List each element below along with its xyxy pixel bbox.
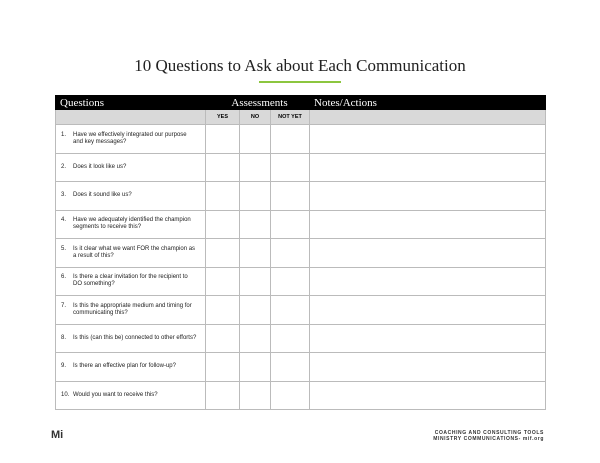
no-cell[interactable] (240, 125, 271, 154)
question-number: 4. (61, 217, 67, 224)
mi-logo: Mi (51, 429, 64, 441)
yes-cell[interactable] (206, 296, 240, 325)
question-number: 9. (61, 363, 67, 370)
not-yet-cell[interactable] (271, 239, 310, 268)
notes-cell[interactable] (310, 182, 546, 211)
not-yet-cell[interactable] (271, 267, 310, 296)
no-cell[interactable] (240, 353, 271, 382)
question-cell (56, 381, 206, 410)
footer-line-2: MINISTRY COMMUNICATIONS- mif.org (433, 436, 544, 442)
footer-text (433, 430, 544, 442)
no-cell[interactable] (240, 296, 271, 325)
table-subheader-row (56, 110, 546, 125)
table-row (56, 125, 546, 154)
questions-table (55, 95, 546, 410)
table-row (56, 239, 546, 268)
yes-cell[interactable] (206, 239, 240, 268)
no-cell[interactable] (240, 381, 271, 410)
notes-cell[interactable] (310, 381, 546, 410)
table-header-row (56, 96, 546, 110)
not-yet-cell[interactable] (271, 324, 310, 353)
subheader-yes: YES (206, 110, 240, 125)
yes-cell[interactable] (206, 210, 240, 239)
not-yet-cell[interactable] (271, 210, 310, 239)
notes-cell[interactable] (310, 125, 546, 154)
subheader-blank (56, 110, 206, 125)
yes-cell[interactable] (206, 381, 240, 410)
question-text: Is it clear what we want FOR the champion as a result of this? (73, 245, 196, 259)
notes-cell[interactable] (310, 353, 546, 382)
table-row (56, 267, 546, 296)
no-cell[interactable] (240, 210, 271, 239)
notes-cell[interactable] (310, 239, 546, 268)
question-number: 7. (61, 302, 67, 309)
subheader-notes-blank (310, 110, 546, 125)
question-text: Does it look like us? (73, 163, 127, 170)
not-yet-cell[interactable] (271, 381, 310, 410)
question-number: 5. (61, 245, 67, 252)
no-cell[interactable] (240, 182, 271, 211)
no-cell[interactable] (240, 239, 271, 268)
yes-cell[interactable] (206, 267, 240, 296)
header-assessments: Assessments (206, 96, 310, 110)
question-cell (56, 182, 206, 211)
not-yet-cell[interactable] (271, 125, 310, 154)
header-questions: Questions (56, 96, 206, 110)
yes-cell[interactable] (206, 353, 240, 382)
notes-cell[interactable] (310, 324, 546, 353)
footer-line-1: COACHING AND CONSULTING TOOLS (434, 430, 544, 436)
yes-cell[interactable] (206, 153, 240, 182)
notes-cell[interactable] (310, 296, 546, 325)
subheader-no: NO (240, 110, 271, 125)
no-cell[interactable] (240, 267, 271, 296)
table-row (56, 381, 546, 410)
table-row (56, 324, 546, 353)
question-text: Does it sound like us? (73, 192, 132, 199)
no-cell[interactable] (240, 153, 271, 182)
question-number: 2. (61, 163, 67, 170)
yes-cell[interactable] (206, 125, 240, 154)
question-text: Is this the appropriate medium and timing for communicating this? (73, 302, 192, 316)
question-text: Would you want to receive this? (73, 391, 158, 398)
notes-cell[interactable] (310, 153, 546, 182)
page-title: 10 Questions to Ask about Each Communication (134, 56, 466, 75)
table-row (56, 210, 546, 239)
notes-cell[interactable] (310, 267, 546, 296)
notes-cell[interactable] (310, 210, 546, 239)
question-cell (56, 324, 206, 353)
question-cell (56, 153, 206, 182)
not-yet-cell[interactable] (271, 296, 310, 325)
table-row (56, 353, 546, 382)
question-text: Is there an effective plan for follow-up? (73, 363, 176, 370)
question-number: 8. (61, 334, 67, 341)
question-number: 6. (61, 274, 67, 281)
table-row (56, 153, 546, 182)
table-row (56, 296, 546, 325)
question-cell (56, 267, 206, 296)
question-text: Have we adequately identified the champion segments to receive this? (73, 217, 191, 231)
question-text: Is there a clear invitation for the recipient to DO something? (73, 274, 188, 288)
yes-cell[interactable] (206, 182, 240, 211)
question-text: Have we effectively integrated our purpose and key messages? (73, 131, 187, 145)
question-cell (56, 239, 206, 268)
question-cell (56, 296, 206, 325)
no-cell[interactable] (240, 324, 271, 353)
header-notes: Notes/Actions (310, 96, 546, 110)
question-number: 10. (61, 391, 70, 398)
question-cell (56, 353, 206, 382)
not-yet-cell[interactable] (271, 182, 310, 211)
question-number: 1. (61, 131, 67, 138)
yes-cell[interactable] (206, 324, 240, 353)
not-yet-cell[interactable] (271, 153, 310, 182)
title-divider (259, 81, 341, 83)
question-cell (56, 125, 206, 154)
question-number: 3. (61, 192, 67, 199)
not-yet-cell[interactable] (271, 353, 310, 382)
subheader-not-yet: NOT YET (271, 110, 310, 125)
table-row (56, 182, 546, 211)
question-text: Is this (can this be) connected to other efforts? (73, 334, 197, 341)
question-cell (56, 210, 206, 239)
